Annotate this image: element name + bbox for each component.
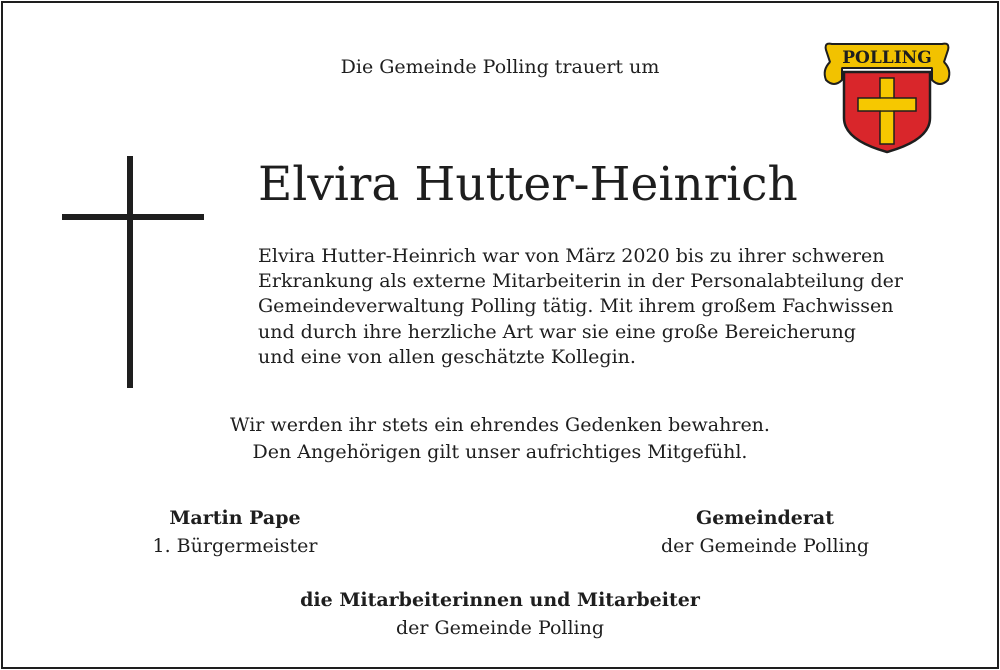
signature-title: der Gemeinde Polling: [660, 535, 870, 557]
biography-line: und durch ihre herzliche Art war sie eine große Bereicherung: [258, 320, 856, 343]
signature-title: der Gemeinde Polling: [395, 617, 605, 639]
signature-name: die Mitarbeiterinnen und Mitarbeiter: [300, 589, 700, 611]
signature-staff: [0, 586, 1000, 642]
signature-name: Gemeinderat: [695, 507, 834, 529]
remembrance-line: Den Angehörigen gilt unser aufrichtiges Mitgefühl.: [252, 441, 748, 463]
signature-name: Martin Pape: [169, 507, 301, 529]
signature-mayor: [135, 504, 335, 560]
biography-line: Elvira Hutter-Heinrich war von März 2020 bis zu ihrer schweren: [258, 245, 885, 267]
deceased-name: Elvira Hutter-Heinrich: [258, 157, 798, 212]
biography-line: Erkrankung als externe Mitarbeiterin in der Personalabteilung der: [258, 270, 903, 293]
biography-line: und eine von allen geschätzte Kollegin.: [258, 345, 636, 368]
memorial-cross-icon: [62, 156, 204, 388]
remembrance-line: Wir werden ihr stets ein ehrendes Gedenken bewahren.: [230, 414, 770, 436]
remembrance-text: [0, 412, 1000, 466]
biography: [258, 244, 958, 370]
signature-title: 1. Bürgermeister: [152, 535, 318, 557]
polling-coat-of-arms: [820, 36, 954, 154]
intro-text: Die Gemeinde Polling trauert um: [340, 56, 660, 78]
signature-council: [640, 504, 890, 560]
biography-line: Gemeindeverwaltung Polling tätig. Mit ihrem großem Fachwissen: [258, 295, 894, 318]
crest-banner-text: POLLING: [842, 48, 932, 68]
